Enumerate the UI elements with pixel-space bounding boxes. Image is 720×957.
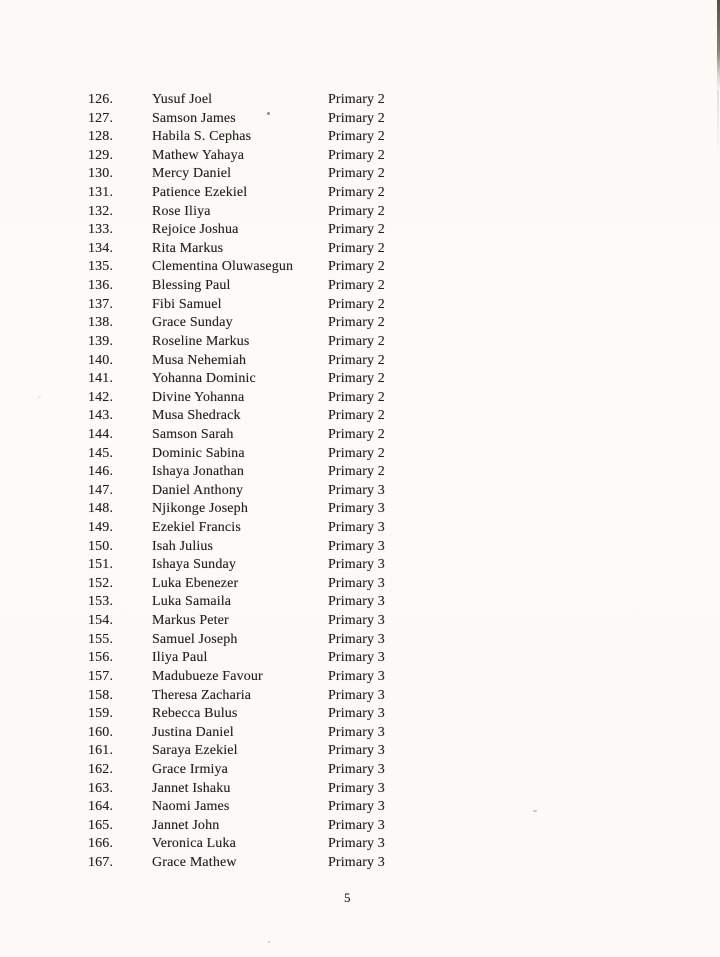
table-row: [88, 407, 648, 426]
student-name: Grace Sunday: [152, 315, 233, 331]
class-level: Primary 3: [328, 631, 385, 647]
table-row: [88, 314, 648, 333]
table-row: [88, 445, 648, 464]
student-name: Luka Samaila: [152, 594, 232, 610]
table-row: [88, 668, 648, 687]
class-level: Primary 2: [328, 259, 385, 275]
student-name: Jannet John: [152, 817, 220, 833]
row-number: 162.: [88, 761, 114, 777]
student-name: Njikonge Joseph: [152, 501, 248, 517]
student-name: Grace Mathew: [152, 854, 237, 870]
student-name: Rejoice Joshua: [152, 222, 239, 238]
row-number: 164.: [88, 799, 114, 815]
student-name: Musa Shedrack: [152, 408, 241, 424]
row-number: 154.: [88, 613, 114, 629]
student-name: Ishaya Sunday: [152, 557, 236, 573]
class-level: Primary 3: [328, 854, 385, 870]
table-row: [88, 352, 648, 371]
table-row: [88, 687, 648, 706]
row-number: 160.: [88, 724, 114, 740]
row-number: 143.: [88, 408, 114, 424]
table-row: [88, 482, 648, 501]
row-number: 136.: [88, 278, 114, 294]
row-number: 142.: [88, 389, 114, 405]
row-number: 153.: [88, 594, 114, 610]
table-row: [88, 575, 648, 594]
class-level: Primary 3: [328, 724, 385, 740]
table-row: [88, 258, 648, 277]
table-row: [88, 203, 648, 222]
class-level: Primary 2: [328, 464, 385, 480]
student-name: Markus Peter: [152, 613, 229, 629]
row-number: 144.: [88, 426, 114, 442]
table-row: [88, 296, 648, 315]
row-number: 147.: [88, 482, 114, 498]
row-number: 157.: [88, 668, 114, 684]
student-name: Jannet Ishaku: [152, 780, 231, 796]
row-number: 152.: [88, 575, 114, 591]
table-row: [88, 91, 648, 110]
scan-artifact-right-edge-faint: [717, 90, 719, 160]
row-number: 149.: [88, 520, 114, 536]
student-name: Madubueze Favour: [152, 668, 263, 684]
student-name: Divine Yohanna: [152, 389, 245, 405]
row-number: 145.: [88, 445, 114, 461]
class-level: Primary 2: [328, 408, 385, 424]
student-name: Yohanna Dominic: [152, 371, 256, 387]
class-level: Primary 3: [328, 650, 385, 666]
page-number: 5: [344, 890, 351, 905]
student-name: Blessing Paul: [152, 278, 231, 294]
table-row: [88, 854, 648, 873]
student-list: [88, 91, 648, 873]
table-row: [88, 128, 648, 147]
row-number: 165.: [88, 817, 114, 833]
class-level: Primary 2: [328, 203, 385, 219]
table-row: [88, 277, 648, 296]
row-number: 163.: [88, 780, 114, 796]
class-level: Primary 3: [328, 594, 385, 610]
student-name: Habila S. Cephas: [152, 129, 252, 145]
student-name: Rebecca Bulus: [152, 706, 238, 722]
row-number: 158.: [88, 687, 114, 703]
class-level: Primary 2: [328, 389, 385, 405]
class-level: Primary 2: [328, 110, 385, 126]
row-number: 138.: [88, 315, 114, 331]
table-row: [88, 110, 648, 129]
class-level: Primary 3: [328, 761, 385, 777]
student-name: Justina Daniel: [152, 724, 234, 740]
table-row: [88, 184, 648, 203]
student-name: Samuel Joseph: [152, 631, 238, 647]
scan-speck: [268, 941, 270, 943]
student-name: Iliya Paul: [152, 650, 208, 666]
class-level: Primary 3: [328, 743, 385, 759]
class-level: Primary 3: [328, 799, 385, 815]
class-level: Primary 2: [328, 222, 385, 238]
row-number: 129.: [88, 147, 114, 163]
scan-speck: [533, 810, 537, 812]
row-number: 155.: [88, 631, 114, 647]
student-name: Rita Markus: [152, 240, 224, 256]
row-number: 151.: [88, 557, 114, 573]
table-row: [88, 147, 648, 166]
table-row: [88, 556, 648, 575]
row-number: 134.: [88, 240, 114, 256]
row-number: 139.: [88, 333, 114, 349]
scan-speck: [267, 112, 270, 115]
student-name: Rose Iliya: [152, 203, 211, 219]
class-level: Primary 2: [328, 147, 385, 163]
class-level: Primary 3: [328, 575, 385, 591]
table-row: [88, 370, 648, 389]
table-row: [88, 221, 648, 240]
class-level: Primary 3: [328, 668, 385, 684]
class-level: Primary 2: [328, 352, 385, 368]
class-level: Primary 3: [328, 520, 385, 536]
class-level: Primary 2: [328, 371, 385, 387]
student-name: Clementina Oluwasegun: [152, 259, 294, 275]
student-name: Mercy Daniel: [152, 166, 232, 182]
table-row: [88, 724, 648, 743]
table-row: [88, 593, 648, 612]
student-name: Dominic Sabina: [152, 445, 245, 461]
row-number: 166.: [88, 836, 114, 852]
class-level: Primary 2: [328, 296, 385, 312]
row-number: 146.: [88, 464, 114, 480]
table-row: [88, 426, 648, 445]
table-row: [88, 463, 648, 482]
row-number: 156.: [88, 650, 114, 666]
student-name: Ishaya Jonathan: [152, 464, 245, 480]
class-level: Primary 3: [328, 706, 385, 722]
student-name: Musa Nehemiah: [152, 352, 247, 368]
class-level: Primary 2: [328, 92, 385, 107]
class-level: Primary 3: [328, 557, 385, 573]
row-number: 126.: [88, 92, 114, 107]
row-number: 150.: [88, 538, 114, 554]
class-level: Primary 2: [328, 185, 385, 201]
table-row: [88, 761, 648, 780]
class-level: Primary 2: [328, 315, 385, 331]
student-name: Daniel Anthony: [152, 482, 244, 498]
row-number: 148.: [88, 501, 114, 517]
row-number: 133.: [88, 222, 114, 238]
class-level: Primary 3: [328, 613, 385, 629]
class-level: Primary 3: [328, 817, 385, 833]
table-row: [88, 631, 648, 650]
student-name: Naomi James: [152, 799, 230, 815]
row-number: 132.: [88, 203, 114, 219]
class-level: Primary 3: [328, 482, 385, 498]
table-row: [88, 538, 648, 557]
table-row: [88, 705, 648, 724]
row-number: 141.: [88, 371, 114, 387]
row-number: 127.: [88, 110, 114, 126]
class-level: Primary 2: [328, 240, 385, 256]
student-name: Samson James: [152, 110, 236, 126]
class-level: Primary 2: [328, 129, 385, 145]
student-name: Luka Ebenezer: [152, 575, 239, 591]
table-row: [88, 165, 648, 184]
table-row: [88, 742, 648, 761]
row-number: 128.: [88, 129, 114, 145]
row-number: 159.: [88, 706, 114, 722]
student-name: Samson Sarah: [152, 426, 234, 442]
row-number: 135.: [88, 259, 114, 275]
student-name: Theresa Zacharia: [152, 687, 252, 703]
table-row: [88, 817, 648, 836]
table-row: [88, 649, 648, 668]
student-name: Yusuf Joel: [152, 92, 213, 107]
student-name: Fibi Samuel: [152, 296, 222, 312]
student-name: Veronica Luka: [152, 836, 236, 852]
class-level: Primary 2: [328, 333, 385, 349]
class-level: Primary 2: [328, 445, 385, 461]
row-number: 137.: [88, 296, 114, 312]
student-name: Ezekiel Francis: [152, 520, 241, 536]
row-number: 130.: [88, 166, 114, 182]
row-number: 161.: [88, 743, 114, 759]
student-name: Saraya Ezekiel: [152, 743, 238, 759]
table-row: [88, 500, 648, 519]
table-row: [88, 798, 648, 817]
table-row: [88, 519, 648, 538]
class-level: Primary 3: [328, 780, 385, 796]
table-row: [88, 389, 648, 408]
student-name: Grace Irmiya: [152, 761, 229, 777]
row-number: 167.: [88, 854, 114, 870]
student-name: Isah Julius: [152, 538, 214, 554]
class-level: Primary 3: [328, 687, 385, 703]
row-number: 140.: [88, 352, 114, 368]
table-row: [88, 333, 648, 352]
table-row: [88, 612, 648, 631]
row-number: 131.: [88, 185, 114, 201]
table-row: [88, 240, 648, 259]
student-name: Roseline Markus: [152, 333, 250, 349]
scan-speck: [38, 396, 41, 398]
class-level: Primary 2: [328, 166, 385, 182]
student-name: Patience Ezekiel: [152, 185, 248, 201]
class-level: Primary 3: [328, 501, 385, 517]
class-level: Primary 3: [328, 538, 385, 554]
class-level: Primary 3: [328, 836, 385, 852]
student-name: Mathew Yahaya: [152, 147, 245, 163]
class-level: Primary 2: [328, 278, 385, 294]
table-row: [88, 835, 648, 854]
table-row: [88, 780, 648, 799]
class-level: Primary 2: [328, 426, 385, 442]
